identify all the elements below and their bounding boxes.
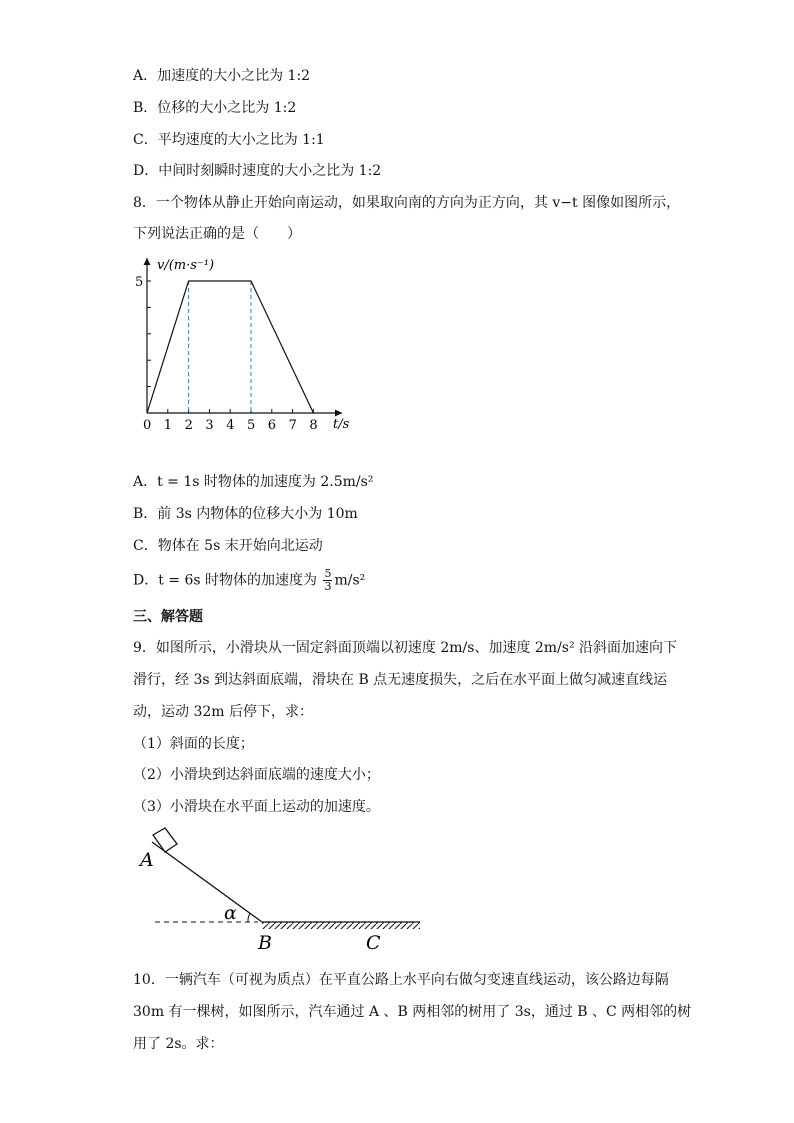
label-c: C [366,932,381,954]
q9-line1: 9．如图所示，小滑块从一固定斜面顶端以初速度 2m/s、加速度 2m/s² 沿斜面加速向下 [133,640,678,656]
q9-line3: 动，运动 32m 后停下，求： [133,704,313,720]
q9-sub2: （2）小滑块到达斜面底端的速度大小； [133,767,380,783]
q10-line1: 10．一辆汽车（可视为质点）在平直公路上水平向右做匀变速直线运动，该公路边每隔 [133,972,669,988]
fraction [323,568,332,593]
q7-option-c: C．平均速度的大小之比为 1:1 [133,132,325,148]
vt-series-line [147,281,313,413]
q9-sub1: （1）斜面的长度； [133,736,254,752]
q8-option-d-unit: m/s² [334,572,366,589]
fraction-denominator: 3 [324,580,332,593]
x-tick-label: 6 [267,418,277,433]
label-a: A [140,849,154,871]
q7-option-a: A．加速度的大小之比为 1:2 [133,68,311,84]
incline-surface [152,842,262,922]
q7-option-b: B．位移的大小之比为 1:2 [133,100,297,116]
q8-option-d [133,568,365,593]
x-tick-label: 8 [309,418,318,433]
x-tick-label: 3 [205,418,214,433]
y-tick-label: 5 [135,275,144,290]
q8-option-b: B．前 3s 内物体的位移大小为 10m [133,506,358,522]
q10-line2: 30m 有一棵树，如图所示，汽车通过 A 、B 两相邻的树用了 3s，通过 B 、C 两相邻的树 [133,1004,692,1020]
x-axis-label: t/s [333,417,350,432]
y-axis-label: v/(m·s⁻¹) [157,258,215,273]
x-tick-label: 7 [288,418,297,433]
label-b: B [258,932,272,954]
q8-option-d-prefix: D．t = 6s 时物体的加速度为 [133,572,318,589]
q7-option-d: D．中间时刻瞬时速度的大小之比为 1:2 [133,163,382,179]
q8-stem-line2: 下列说法正确的是（ ） [133,226,301,242]
ground-hatching [262,922,420,929]
q8-option-c: C．物体在 5s 末开始向北运动 [133,538,323,554]
incline-figure [130,822,430,957]
label-alpha: α [224,902,237,924]
x-tick-label: 1 [163,418,173,433]
q8-stem-line1: 8．一个物体从静止开始向南运动，如果取向南的方向为正方向，其 v−t 图像如图所示， [133,195,681,211]
q10-line3: 用了 2s。求： [133,1036,224,1052]
q9-sub3: （3）小滑块在水平面上运动的加速度。 [133,799,380,815]
angle-arc [248,914,250,923]
slider-block [153,828,177,852]
section-title: 三、解答题 [133,609,203,625]
x-tick-label: 2 [184,418,193,433]
fraction-numerator: 5 [324,567,332,580]
x-tick-label: 5 [247,418,256,433]
x-tick-label: 4 [226,418,235,433]
q8-option-a: A．t = 1s 时物体的加速度为 2.5m/s² [133,474,374,490]
x-tick-label: 0 [143,418,152,433]
vt-chart [130,250,360,440]
q9-line2: 滑行，经 3s 到达斜面底端，滑块在 B 点无速度损失，之后在水平面上做匀减速直线运 [133,672,668,688]
